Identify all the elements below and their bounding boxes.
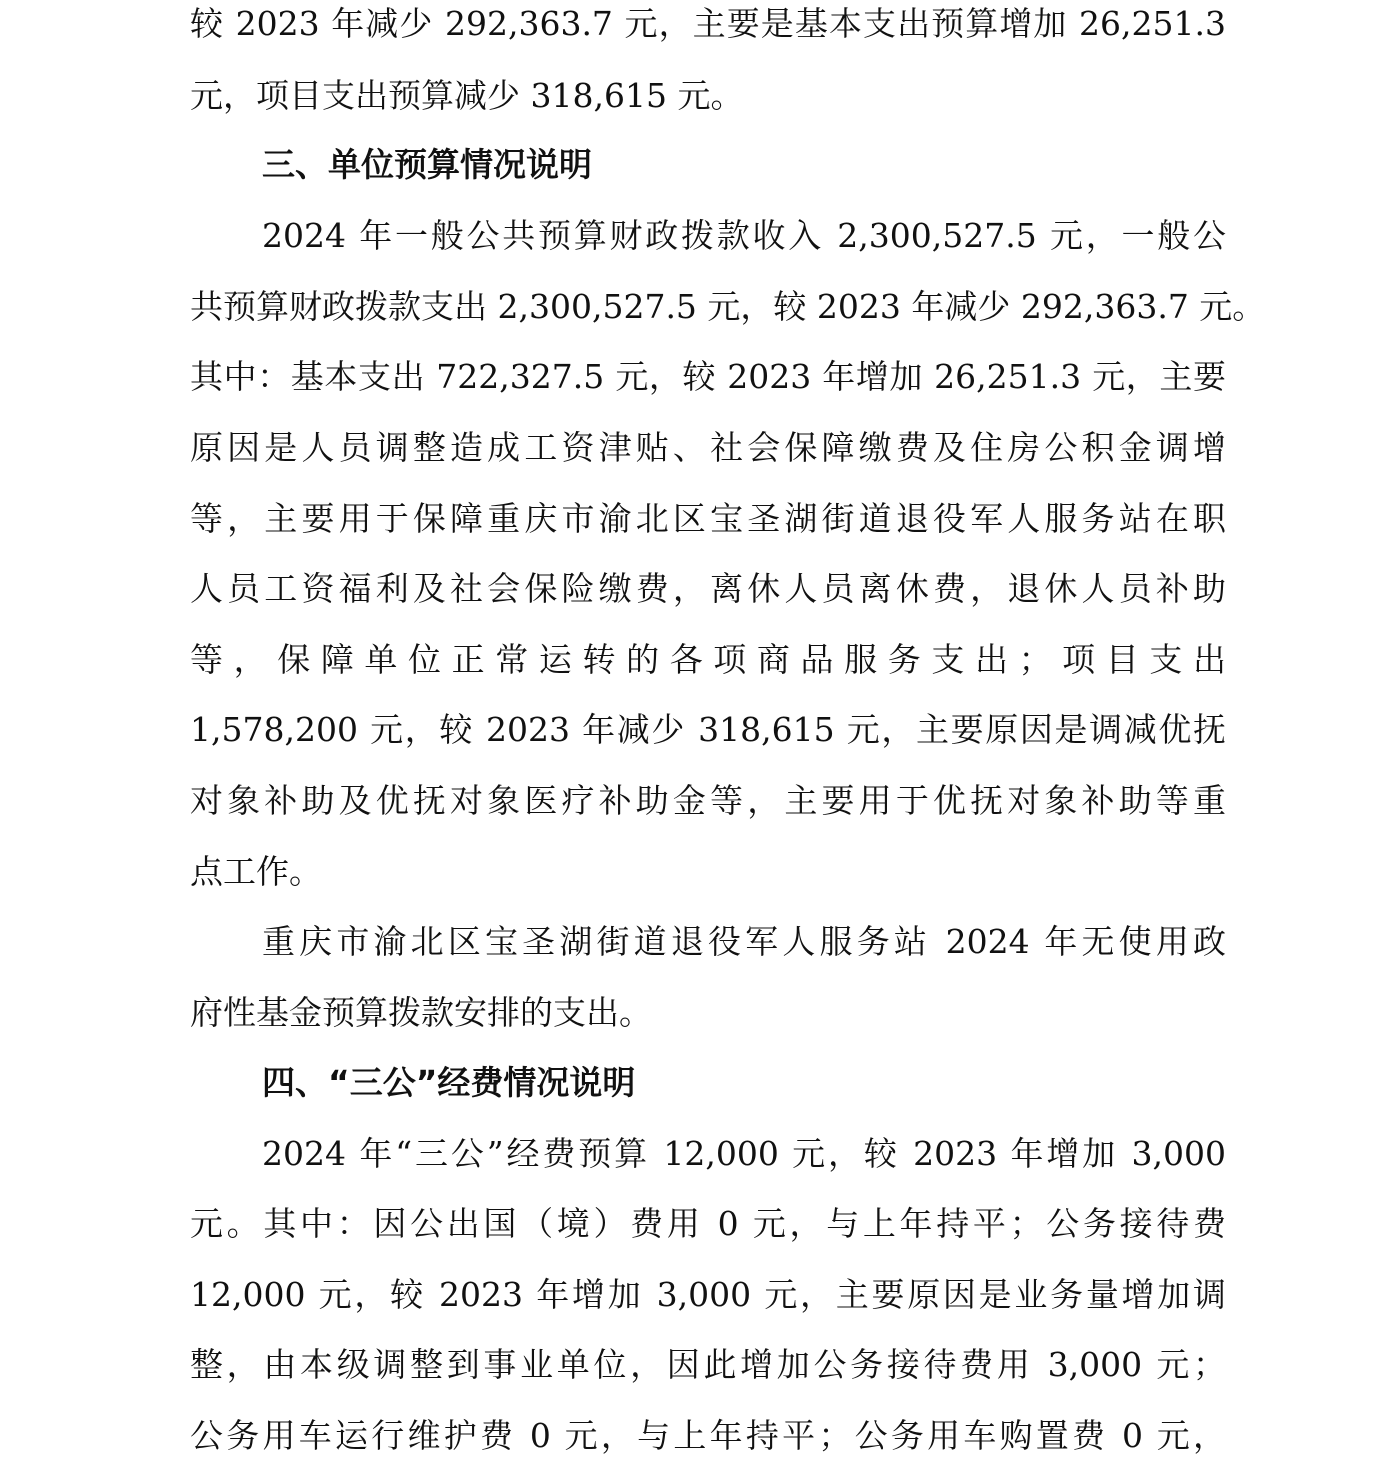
paragraph-line: 较 2023 年减少 292,363.7 元，主要是基本支出预算增加 26,251.3 <box>190 4 1226 43</box>
paragraph-line: 元，项目支出预算减少 318,615 元。 <box>190 76 744 115</box>
paragraph-line: 府性基金预算拨款安排的支出。 <box>190 993 652 1032</box>
paragraph-line: 12,000 元，较 2023 年增加 3,000 元，主要原因是业务量增加调 <box>190 1275 1226 1314</box>
paragraph-line: 整，由本级调整到事业单位，因此增加公务接待费用 3,000 元； <box>190 1345 1226 1384</box>
section-heading-3: 三、单位预算情况说明 <box>262 145 592 184</box>
paragraph-line: 重庆市渝北区宝圣湖街道退役军人服务站 2024 年无使用政 <box>262 922 1226 961</box>
paragraph-line: 共预算财政拨款支出 2,300,527.5 元，较 2023 年减少 292,363.7 元。 <box>190 287 1266 326</box>
paragraph-line: 1,578,200 元，较 2023 年减少 318,615 元，主要原因是调减优抚 <box>190 710 1226 749</box>
paragraph-line: 原因是人员调整造成工资津贴、社会保障缴费及住房公积金调增 <box>190 428 1226 467</box>
paragraph-line: 2024 年“三公”经费预算 12,000 元，较 2023 年增加 3,000 <box>262 1134 1226 1173</box>
paragraph-line: 元。其中：因公出国（境）费用 0 元，与上年持平；公务接待费 <box>190 1204 1226 1243</box>
paragraph-line: 其中：基本支出 722,327.5 元，较 2023 年增加 26,251.3 元，主要 <box>190 357 1226 396</box>
section-heading-4: 四、“三公”经费情况说明 <box>262 1063 636 1102</box>
paragraph-line: 对象补助及优抚对象医疗补助金等，主要用于优抚对象补助等重 <box>190 781 1226 820</box>
paragraph-line: 等，主要用于保障重庆市渝北区宝圣湖街道退役军人服务站在职 <box>190 499 1226 538</box>
paragraph-line: 等，保障单位正常运转的各项商品服务支出；项目支出 <box>190 640 1226 679</box>
paragraph-line: 点工作。 <box>190 852 322 891</box>
paragraph-line: 2024 年一般公共预算财政拨款收入 2,300,527.5 元，一般公 <box>262 216 1226 255</box>
paragraph-line: 人员工资福利及社会保险缴费，离休人员离休费，退休人员补助 <box>190 569 1226 608</box>
paragraph-line: 公务用车运行维护费 0 元，与上年持平；公务用车购置费 0 元， <box>190 1416 1226 1455</box>
